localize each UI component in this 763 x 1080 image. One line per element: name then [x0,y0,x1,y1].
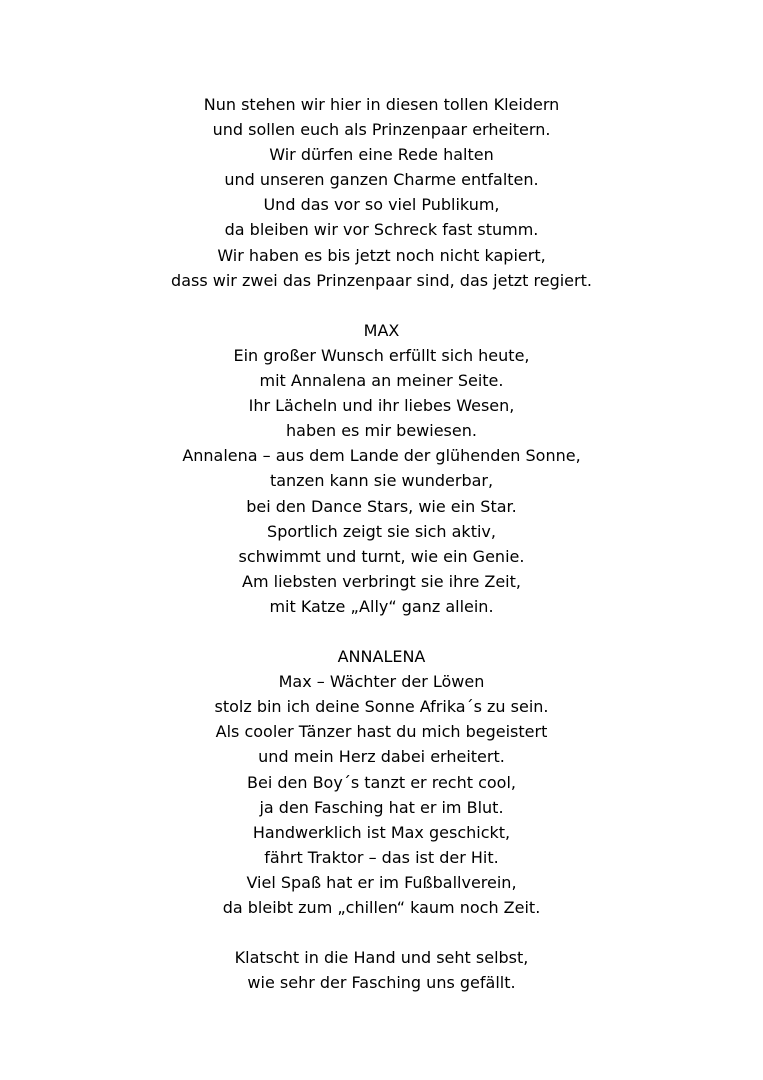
poem-line: wie sehr der Fasching uns gefällt. [247,973,516,993]
poem-line: und unseren ganzen Charme entfalten. [224,170,539,190]
poem-line: Nun stehen wir hier in diesen tollen Kleidern [203,95,560,114]
poem-line: da bleibt zum „chillen“ kaum noch Zeit. [222,898,541,917]
speaker-heading: ANNALENA [337,647,426,667]
poem-line: und mein Herz dabei erheitert. [258,747,505,767]
poem-line: da bleiben wir vor Schreck fast stumm. [224,220,539,240]
stanza-closing [0,945,763,995]
poem-line: Klatscht in die Hand und seht selbst, [234,948,529,968]
poem-line: tanzen kann sie wunderbar, [269,471,494,491]
poem-line: Am liebsten verbringt sie ihre Zeit, [242,571,521,591]
poem-line: mit Katze „Ally“ ganz allein. [269,596,494,616]
poem-line: Annalena – aus dem Lande der glühenden Sonne, [182,446,581,466]
poem-line: Wir dürfen eine Rede halten [269,145,494,165]
poem-line: und sollen euch als Prinzenpaar erheitern. [212,120,551,140]
poem-line: Bei den Boy´s tanzt er recht cool, [247,772,516,792]
speaker-heading: MAX [363,320,400,340]
poem-line: Max – Wächter der Löwen [278,672,485,692]
poem-line: dass wir zwei das Prinzenpaar sind, das jetzt regiert. [171,270,592,290]
poem-line: Handwerklich ist Max geschickt, [252,822,511,842]
stanza-max [0,318,763,619]
poem-line: schwimmt und turnt, wie ein Genie. [238,546,525,566]
poem-line: Viel Spaß hat er im Fußballverein, [246,872,517,892]
poem-line: Wir haben es bis jetzt noch nicht kapiert, [217,245,546,265]
poem-line: Ein großer Wunsch erfüllt sich heute, [233,345,530,365]
poem-line: stolz bin ich deine Sonne Afrika´s zu sein. [214,697,549,717]
stanza-annalena [0,644,763,920]
stanza-intro [0,92,763,293]
poem-line: mit Annalena an meiner Seite. [259,371,504,391]
poem-line: Als cooler Tänzer hast du mich begeistert [215,722,548,742]
poem-line: Ihr Lächeln und ihr liebes Wesen, [248,396,515,416]
poem-line: haben es mir bewiesen. [286,421,477,441]
poem-line: ja den Fasching hat er im Blut. [259,797,504,817]
poem-page [0,92,763,995]
poem-line: bei den Dance Stars, wie ein Star. [246,496,517,516]
poem-line: fährt Traktor – das ist der Hit. [264,847,499,867]
poem-line: Sportlich zeigt sie sich aktiv, [267,521,496,541]
poem-line: Und das vor so viel Publikum, [263,195,500,215]
